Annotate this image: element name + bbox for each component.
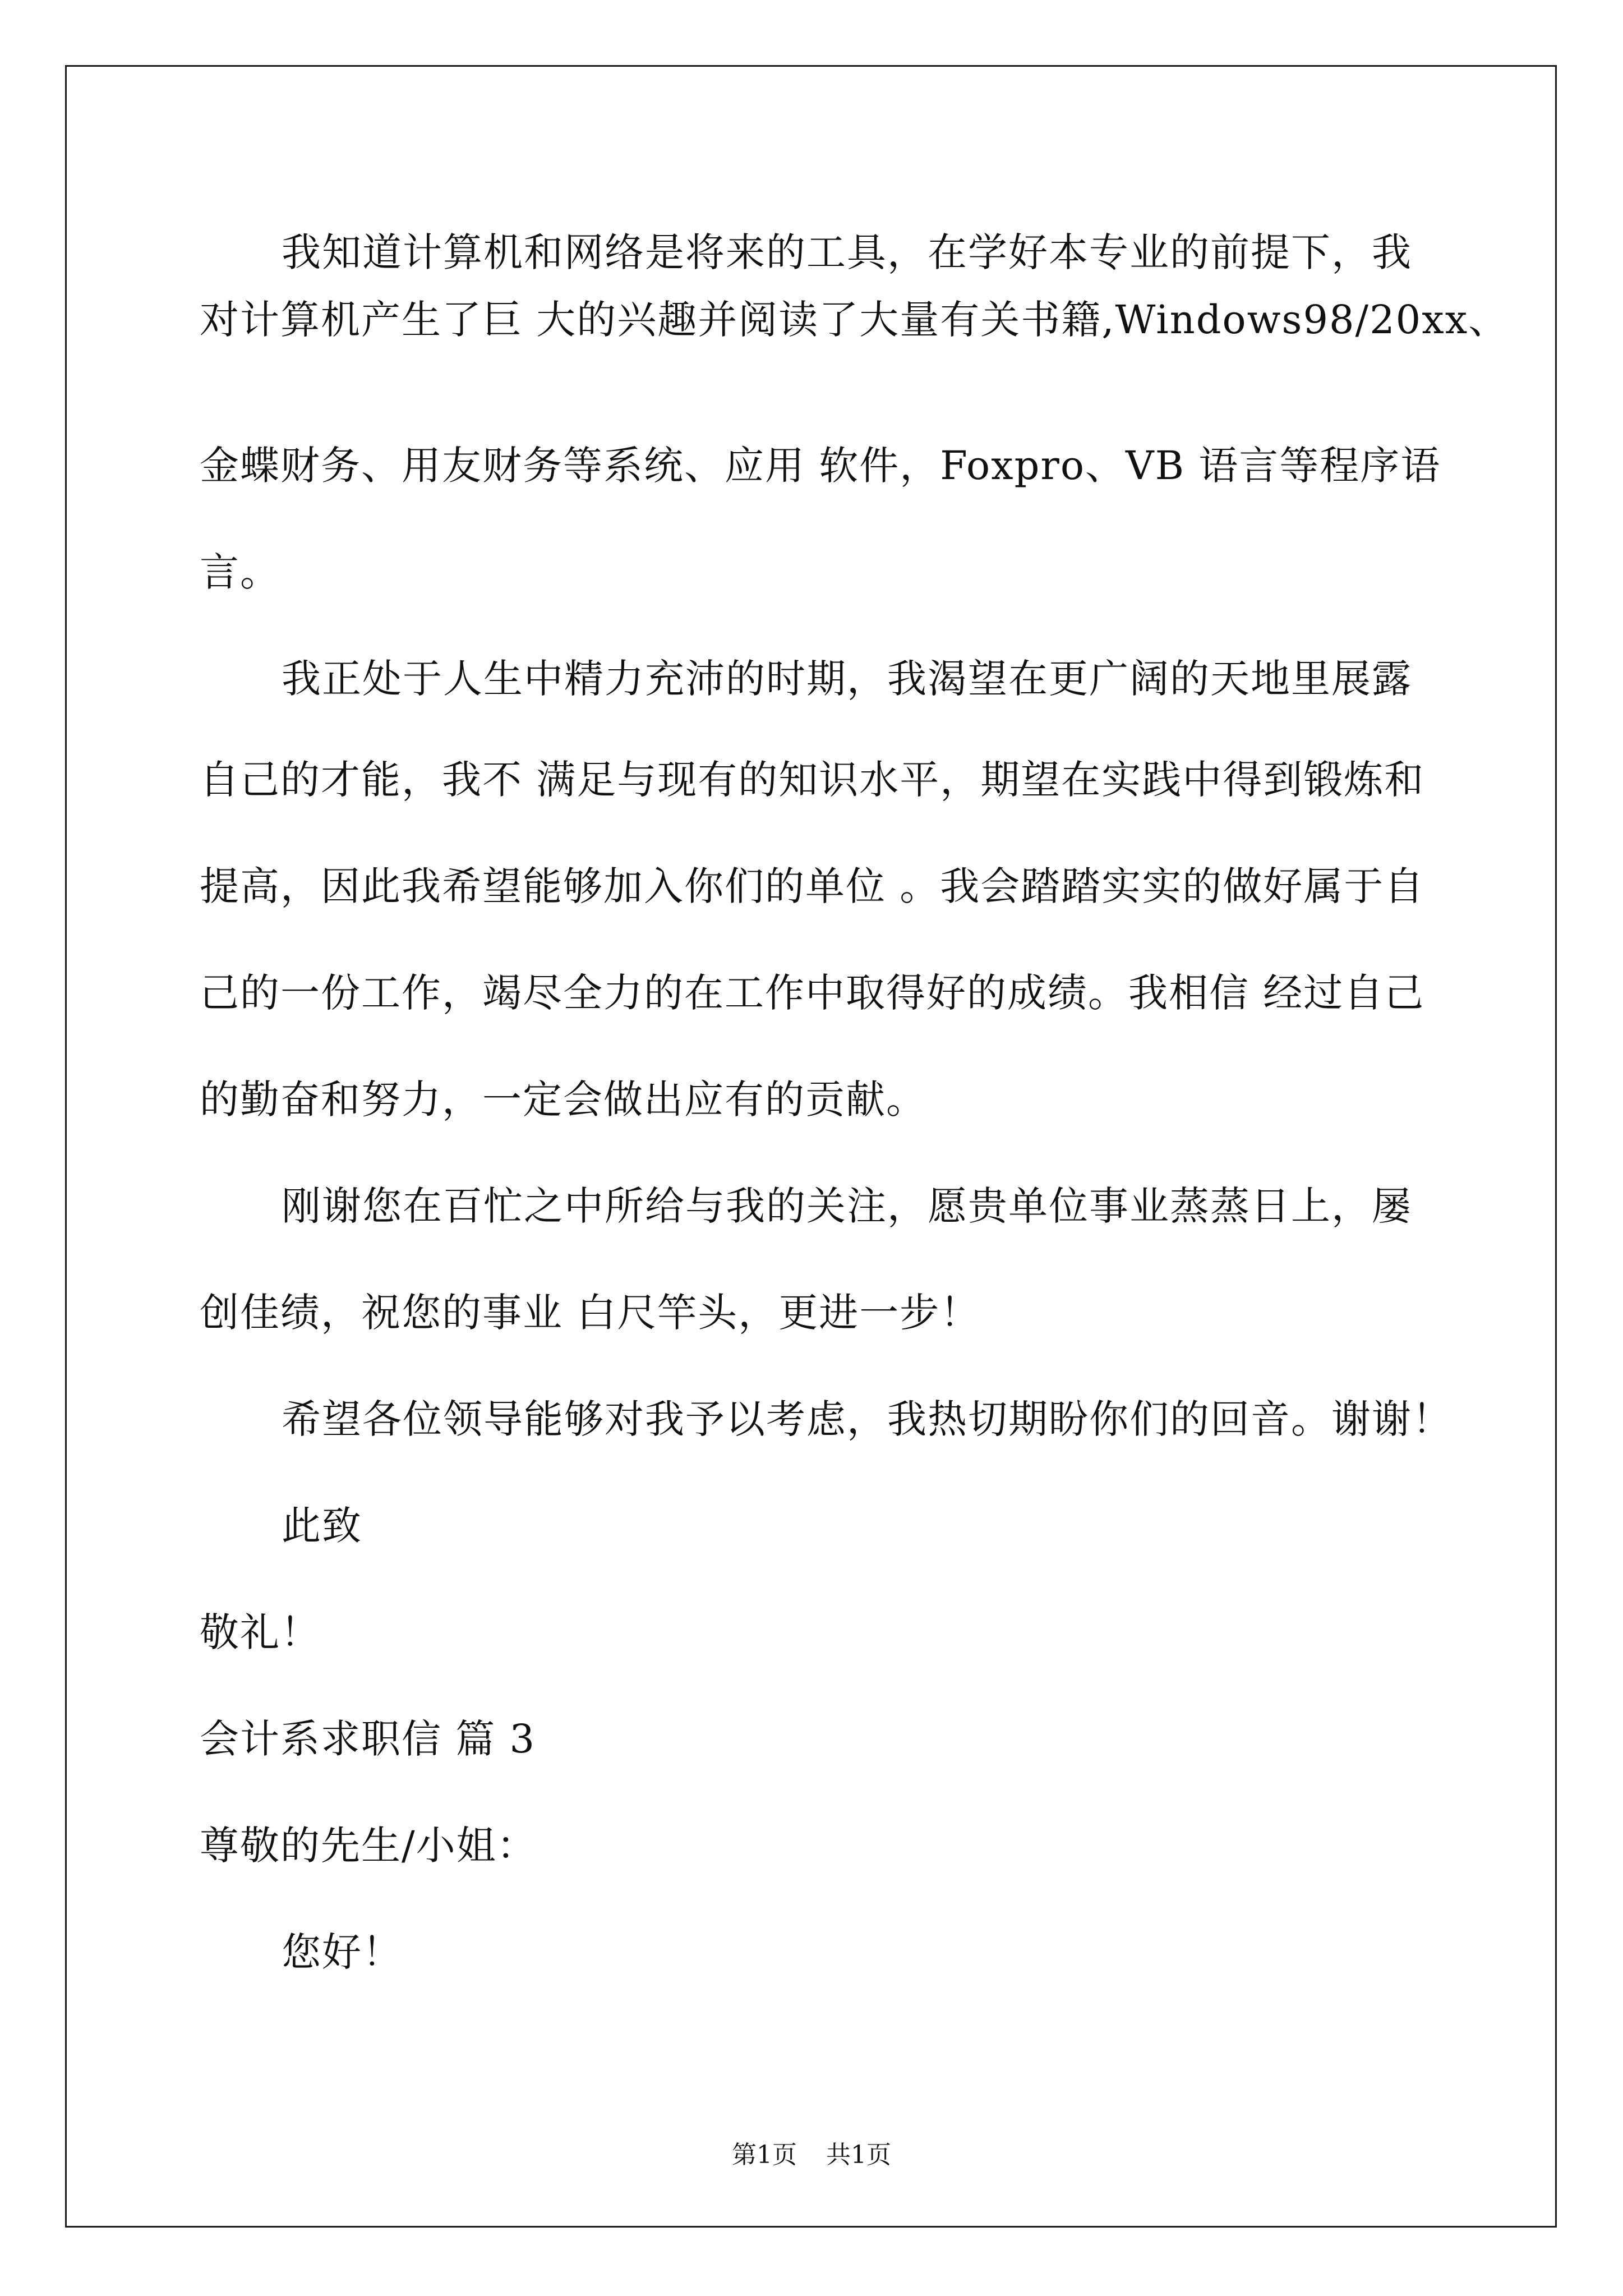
paragraph-line: 创佳绩，祝您的事业 白尺竿头，更进一步！	[200, 1290, 981, 1336]
closing-regards: 敬礼！	[200, 1609, 321, 1655]
paragraph-line: 提高，因此我希望能够加入你们的单位 。我会踏踏实实的做好属于自	[200, 863, 1425, 909]
paragraph-line: 对计算机产生了巨 大的兴趣并阅读了大量有关书籍,Windows98/20xx、	[200, 297, 1509, 343]
paragraph-line: 希望各位领导能够对我予以考虑，我热切期盼你们的回音。谢谢！	[282, 1396, 1453, 1442]
letter-hello: 您好！	[282, 1929, 403, 1975]
paragraph-line: 我正处于人生中精力充沛的时期，我渴望在更广阔的天地里展露	[282, 656, 1412, 702]
page-total-label: 共1页	[826, 2141, 891, 2169]
paragraph-line: 言。	[200, 549, 280, 595]
paragraph-line: 己的一份工作，竭尽全力的在工作中取得好的成绩。我相信 经过自己	[200, 970, 1425, 1016]
page-footer	[0, 2143, 1623, 2168]
section-heading: 会计系求职信 篇 3	[200, 1716, 536, 1762]
page-border	[65, 65, 1557, 2228]
paragraph-line: 刚谢您在百忙之中所给与我的关注，愿贵单位事业蒸蒸日上，屡	[282, 1183, 1412, 1229]
paragraph-line: 自己的才能，我不 满足与现有的知识水平，期望在实践中得到锻炼和	[200, 757, 1425, 803]
letter-greeting: 尊敬的先生/小姐：	[200, 1823, 537, 1869]
paragraph-line: 的勤奋和努力，一定会做出应有的贡献。	[200, 1076, 926, 1122]
closing-salutation: 此致	[282, 1503, 362, 1549]
paragraph-line: 我知道计算机和网络是将来的工具，在学好本专业的前提下，我	[282, 229, 1412, 275]
paragraph-line: 金蝶财务、用友财务等系统、应用 软件，Foxpro、VB 语言等程序语	[200, 443, 1441, 489]
page-number-label: 第1页	[732, 2141, 797, 2169]
